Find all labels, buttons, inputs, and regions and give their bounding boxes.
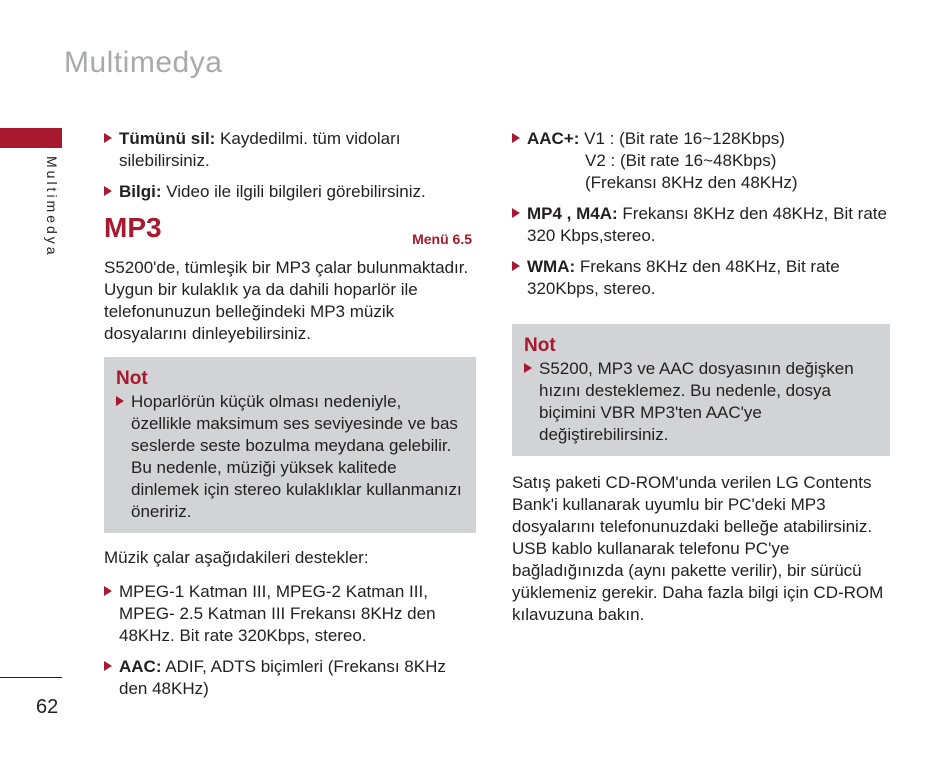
list-item — [512, 203, 890, 247]
section-header — [104, 212, 476, 253]
left-column — [104, 128, 476, 709]
item-label: WMA: — [527, 257, 576, 276]
list-item — [104, 656, 476, 700]
section-title: MP3 — [104, 212, 162, 243]
item-text: MPEG-1 Katman III, MPEG-2 Katman III, MPEG- 2.5 Katman III Frekansı 8KHz den 48KHz. Bit rate 320Kbps, stereo. — [119, 582, 436, 645]
item-text: Video ile ilgili bilgileri görebilirsiniz. — [161, 182, 426, 201]
note-text: S5200, MP3 ve AAC dosyasının değişken hızını desteklemez. Bu nedenle, dosya biçimini VBR MP3'ten AAC'ye değiştirebilirsiniz. — [539, 359, 854, 444]
item-label: AAC+: — [527, 129, 580, 148]
page-header-title: Multimedya — [64, 46, 223, 79]
bullet-arrow-icon — [512, 261, 520, 271]
bullet-arrow-icon — [116, 396, 124, 406]
item-text-line: (Frekansı 8KHz den 48KHz) — [585, 173, 798, 192]
item-label: Bilgi: — [119, 182, 162, 201]
closing-paragraph: Satış paketi CD-ROM'unda verilen LG Contents Bank'i kullanarak uyumlu bir PC'deki MP3 dosyalarını telefonunuzdaki belleğe atabilirsiniz. USB kablo kullanarak telefonu PC'ye bağladığınızda (aynı pakette verilir), bir sürücü yüklemeniz gerekir. Daha fazla bilgi için CD-ROM kılavuzuna bakın. — [512, 473, 884, 624]
list-item — [104, 581, 476, 647]
menu-reference: Menü 6.5 — [412, 231, 472, 247]
note-box — [512, 324, 890, 456]
list-item — [104, 128, 476, 172]
bullet-arrow-icon — [512, 208, 520, 218]
list-item-aac-plus — [512, 128, 890, 194]
item-text: Frekansı 8KHz den 48KHz, Bit rate 320 Kbps,stereo. — [527, 204, 887, 245]
list-item — [512, 256, 890, 300]
bullet-arrow-icon — [104, 661, 112, 671]
bullet-arrow-icon — [104, 186, 112, 196]
intro-paragraph: S5200'de, tümleşik bir MP3 çalar bulunmaktadır. Uygun bir kulaklık ya da dahili hoparlör ile telefonunuzun belleğindeki MP3 müzik dosyalarını dinleyebilirsiniz. — [104, 258, 469, 343]
note-title: Not — [116, 368, 148, 389]
bullet-arrow-icon — [524, 363, 532, 373]
item-text: ADIF, ADTS biçimleri (Frekansı 8KHz den 48KHz) — [119, 657, 446, 698]
bullet-arrow-icon — [104, 133, 112, 143]
support-intro: Müzik çalar aşağıdakileri destekler: — [104, 548, 369, 567]
item-text-line: V2 : (Bit rate 16~48Kbps) — [585, 151, 777, 170]
item-text: Frekans 8KHz den 48KHz, Bit rate 320Kbps, stereo. — [527, 257, 840, 298]
item-label: MP4 , M4A: — [527, 204, 618, 223]
note-box — [104, 357, 476, 533]
side-tab-marker — [0, 128, 62, 148]
right-column — [512, 128, 890, 638]
note-text: Hoparlörün küçük olması nedeniyle, özellikle maksimum ses seviyesinde ve bas seslerde seste bozulma meydana gelebilir. Bu nedenle, müziği yüksek kalitede dinlemek için stereo kulaklıklar kullanmanızı öneririz. — [131, 392, 462, 521]
item-text: V1 : (Bit rate 16~128Kbps) — [579, 129, 785, 148]
note-item — [524, 358, 880, 446]
page-number: 62 — [36, 696, 59, 718]
list-item — [104, 181, 476, 203]
item-label: Tümünü sil: — [119, 129, 216, 148]
footer-divider — [0, 677, 62, 678]
note-title: Not — [524, 335, 556, 356]
item-label: AAC: — [119, 657, 162, 676]
bullet-arrow-icon — [104, 586, 112, 596]
item-text: Kaydedilmi. tüm vidoları silebilirsiniz. — [119, 129, 401, 170]
note-item — [116, 391, 466, 523]
side-tab-label: Multimedya — [44, 156, 60, 258]
bullet-arrow-icon — [512, 133, 520, 143]
